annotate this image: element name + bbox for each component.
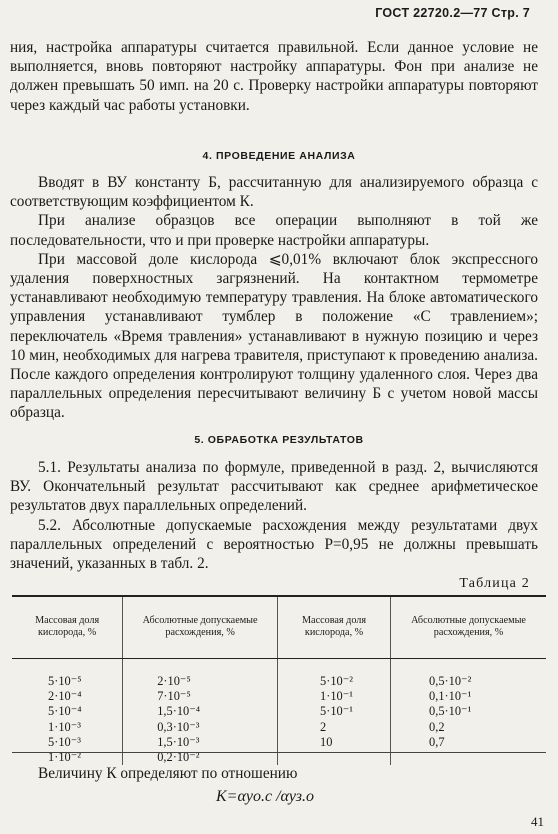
table-bottom-rule <box>12 752 546 753</box>
table-header-cell: Массовая доля кислорода, % <box>12 596 123 659</box>
table-cell: 1·10⁻³ <box>48 719 81 734</box>
table-body-row <box>12 659 546 766</box>
table-header-cell: Абсолютные допускаемые расхождения, % <box>123 596 278 659</box>
table-cell: 1,5·10⁻³ <box>157 734 200 749</box>
table-cell: 5·10⁻² <box>320 674 353 688</box>
intro-paragraph: ния, настройка аппаратуры считается правильной. Если данное условие не выполняется, вновь повторяют настройку аппаратуры. Фон при анализе не должен превышать 50 имп. на 20 с. Проверку настройки аппаратуры повторяют через каждый час работы установки. <box>10 39 538 114</box>
table-cell: 1·10⁻¹ <box>320 689 353 704</box>
table-cell: 1·10⁻² <box>48 750 81 765</box>
section-4-paragraph-2: При анализе образцов все операции выполняют в той же последовательности, что и при проверке настройки аппаратуры. <box>10 212 538 249</box>
intro-paragraph-block <box>10 38 538 115</box>
table-column-2 <box>123 659 278 766</box>
table-column-4 <box>391 659 546 766</box>
table-cell: 5·10⁻¹ <box>320 704 353 719</box>
page-number: 41 <box>531 814 544 829</box>
table-cell: 0,1·10⁻¹ <box>429 689 472 704</box>
table-cell: 2·10⁻⁵ <box>157 674 191 688</box>
table-cell: 0,3·10⁻³ <box>157 719 200 734</box>
section-5-paragraph-1: 5.1. Результаты анализа по формуле, приведенной в разд. 2, вычисляются ВУ. Окончательный результат рассчитывают как среднее арифметическое результатов двух параллельных определений. <box>10 459 538 515</box>
section-4-paragraph-3: При массовой доле кислорода ⩽0,01% включают блок экспрессного удаления поверхностных загрязнений. На контактном термометре устанавливают необходимую температуру травления. На блоке автоматического управления устанавливают тумблер в положение «С травлением»; переключатель «Время травления» устанавливают в нужную позицию и через 10 мин, необходимых для нагрева травителя, приступают к проведению анализа. После каждого определения контролируют толщину удаленного слоя. Через два параллельных определения пересчитывают величину Б с учетом новой массы образца. <box>10 250 538 422</box>
table-cell: 5·10⁻⁴ <box>48 704 82 719</box>
section-4-body <box>10 173 538 423</box>
tolerance-table <box>12 595 546 765</box>
formula: K=αуо.с /αуз.о <box>216 788 315 805</box>
table-column-3 <box>278 659 391 766</box>
table-header-cell: Абсолютные допускаемые расхождения, % <box>391 596 546 659</box>
section-5-body <box>10 458 538 573</box>
table-caption: Таблица 2 <box>459 576 530 591</box>
table-cell: 0,7 <box>429 734 445 749</box>
section-5-heading: 5. ОБРАБОТКА РЕЗУЛЬТАТОВ <box>194 434 364 446</box>
table-cell: 5·10⁻³ <box>48 734 81 749</box>
section-4-paragraph-1: Вводят в ВУ константу Б, рассчитанную для анализируемого образца с соответствующим коэффициентом К. <box>10 174 538 211</box>
page-header: ГОСТ 22720.2—77 Стр. 7 <box>375 6 530 20</box>
table-cell: 0,2·10⁻² <box>157 750 200 765</box>
table-cell: 2 <box>320 719 327 734</box>
table-cell: 0,5·10⁻² <box>429 674 472 688</box>
table-cell: 5·10⁻⁵ <box>48 674 82 688</box>
section-4-heading: 4. ПРОВЕДЕНИЕ АНАЛИЗА <box>202 150 356 162</box>
table-header-row <box>12 596 546 659</box>
table-cell: 10 <box>320 734 333 749</box>
table-cell: 7·10⁻⁵ <box>157 689 191 704</box>
table-cell: 1,5·10⁻⁴ <box>157 704 201 719</box>
table-cell: 2·10⁻⁴ <box>48 689 82 704</box>
table-column-1 <box>12 659 123 766</box>
table-header-cell: Массовая доля кислорода, % <box>278 596 391 659</box>
table-cell: 0,5·10⁻¹ <box>429 704 472 719</box>
table-cell: 0,2 <box>429 719 445 734</box>
formula-intro: Величину К определяют по отношению <box>38 765 298 782</box>
section-5-paragraph-2: 5.2. Абсолютные допускаемые расхождения между результатами двух параллельных определений с вероятностью P=0,95 не должны превышать значений, указанных в табл. 2. <box>10 516 538 573</box>
